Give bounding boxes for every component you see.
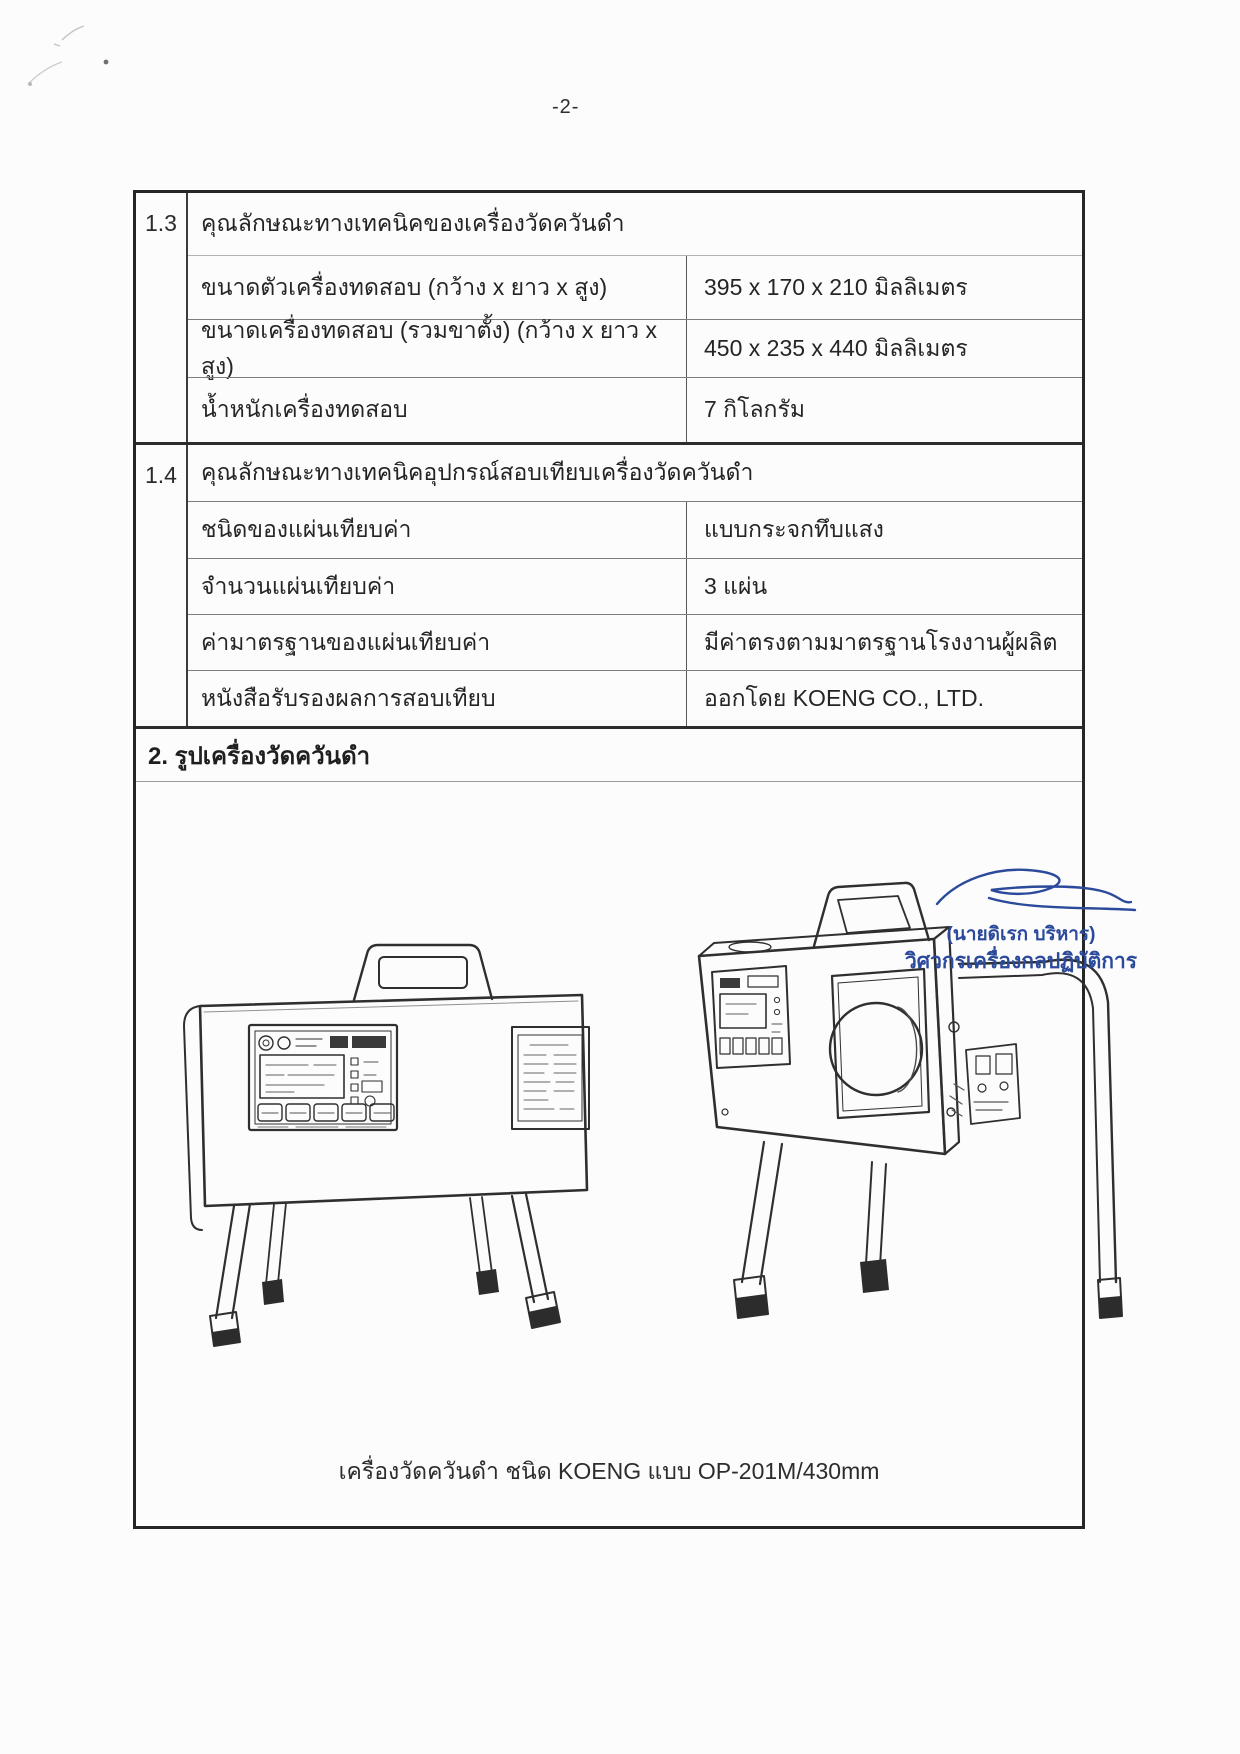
pencil-marks <box>14 18 144 98</box>
figure-area <box>136 782 1138 1526</box>
row-label: ขนาดเครื่องทดสอบ (รวมขาตั้ง) (กว้าง x ยาว x สูง) <box>201 316 657 379</box>
signatory-title: วิศวกรเครื่องกลปฏิบัติการ <box>904 949 1138 973</box>
row-value: ออกโดย KOENG CO., LTD. <box>686 671 1082 726</box>
spec-table <box>133 190 1138 1529</box>
signature-scribble <box>929 864 1141 920</box>
table-section-2 <box>136 729 1138 1526</box>
row-label: จำนวนแผ่นเทียบค่า <box>201 572 396 599</box>
table-section-1-3 <box>136 193 1082 445</box>
section-title: คุณลักษณะทางเทคนิคอุปกรณ์สอบเทียบเครื่องวัดควันดำ <box>201 459 754 485</box>
row-label: ชนิดของแผ่นเทียบค่า <box>201 516 412 542</box>
row-label: ขนาดตัวเครื่องทดสอบ (กว้าง x ยาว x สูง) <box>201 273 608 300</box>
page-number: -2- <box>552 96 580 118</box>
row-value: มีค่าตรงตามมาตรฐานโรงงานผู้ผลิต <box>686 615 1082 670</box>
signature-block <box>871 864 1171 975</box>
row-value: 395 x 170 x 210 มิลลิเมตร <box>686 256 1082 319</box>
row-value: 450 x 235 x 440 มิลลิเมตร <box>686 320 1082 377</box>
table-row <box>188 558 1082 614</box>
smoke-meter-front-view-drawing <box>174 882 604 1352</box>
row-value: แบบกระจกทึบแสง <box>686 502 1082 558</box>
row-label: น้ำหนักเครื่องทดสอบ <box>201 396 408 422</box>
section-title: คุณลักษณะทางเทคนิคของเครื่องวัดควันดำ <box>201 210 625 236</box>
row-label: ค่ามาตรฐานของแผ่นเทียบค่า <box>201 628 491 655</box>
row-label: หนังสือรับรองผลการสอบเทียบ <box>201 684 496 711</box>
table-row <box>188 255 1082 319</box>
figure-section-title: 2. รูปเครื่องวัดควันดำ <box>136 729 1082 782</box>
table-row <box>188 614 1082 670</box>
signatory-name: (นายดิเรก บริหาร) <box>946 924 1096 945</box>
row-value: 3 แผ่น <box>686 559 1082 614</box>
table-row <box>188 377 1082 442</box>
table-row <box>188 316 1082 379</box>
table-section-1-4 <box>136 445 1082 729</box>
figure-caption: เครื่องวัดควันดำ ชนิด KOENG แบบ OP-201M/430mm <box>338 1458 880 1484</box>
section-number: 1.4 <box>136 445 188 726</box>
table-row <box>188 501 1082 558</box>
table-row <box>188 670 1082 726</box>
row-value: 7 กิโลกรัม <box>686 378 1082 442</box>
section-number: 1.3 <box>136 193 188 442</box>
